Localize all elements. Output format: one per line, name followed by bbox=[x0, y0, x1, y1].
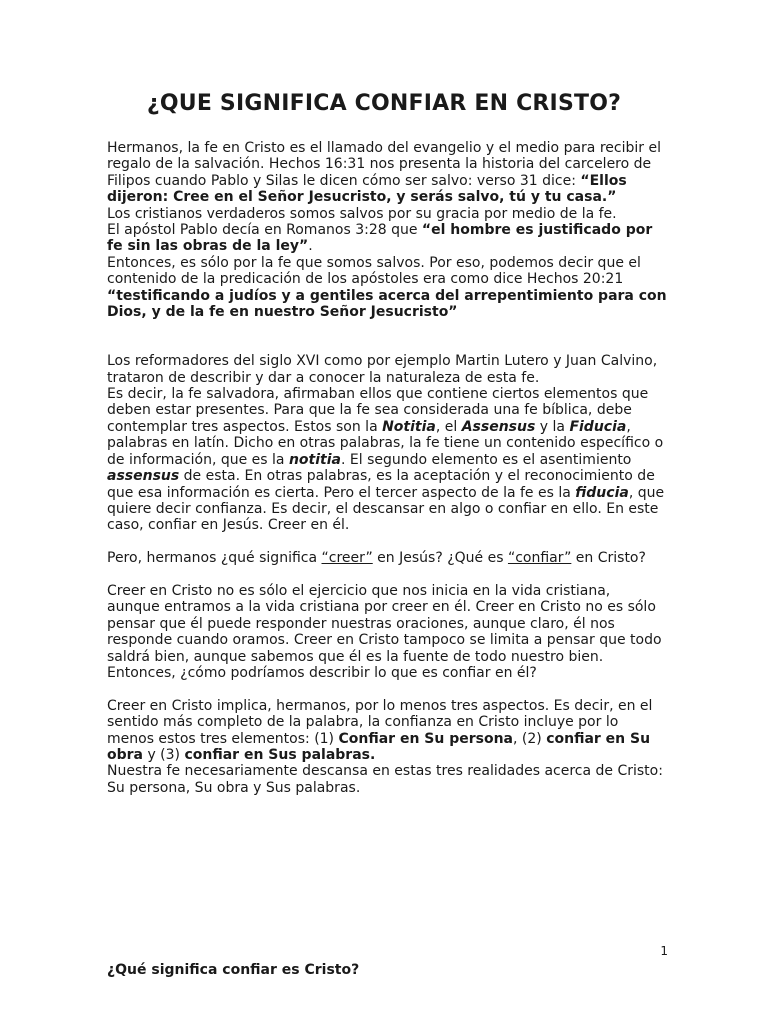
aspect-work: confiar en Su obra bbox=[107, 730, 651, 763]
acts-16-31-quote: “Ellos dijeron: Cree en el Señor Jesucristo, y serás salvo, tú y tu casa.” bbox=[107, 172, 627, 206]
question-text: en Cristo? bbox=[571, 550, 646, 567]
term-notitia: Notitia bbox=[382, 418, 436, 435]
paragraph-grace: Los cristianos verdaderos somos salvos por su gracia por medio de la fe. bbox=[107, 205, 617, 222]
question-text: Pero, hermanos ¿qué significa bbox=[107, 550, 322, 567]
paragraph-reformers: Los reformadores del siglo XVI como por ejemplo Martin Lutero y Juan Calvino, trataron de describir y dar a conocer la naturaleza de esta fe. bbox=[107, 353, 658, 386]
document-body bbox=[107, 140, 667, 796]
elements-text: de esta. En otras palabras, es la aceptación y el reconocimiento de que esa información es cierta. Pero el tercer aspecto de la fe es la bbox=[107, 468, 655, 501]
paragraph-conclusion: Nuestra fe necesariamente descansa en estas tres realidades acerca de Cristo: Su persona, Su obra y Sus palabras. bbox=[107, 763, 663, 796]
spacer bbox=[107, 534, 667, 550]
intro-text: Hermanos, la fe en Cristo es el llamado del evangelio y el medio para recibir el regalo de la salvación. Hechos 16:31 nos presenta la historia del carcelero de Filipos cuando Pablo y Silas le dicen cómo ser salvo: verso 31 dice: bbox=[107, 140, 661, 189]
acts-20-intro: Entonces, es sólo por la fe que somos salvos. Por eso, podemos decir que el contenido de la predicación de los apóstoles era como dice Hechos 20:21 bbox=[107, 254, 641, 288]
elements-text: y la bbox=[535, 418, 570, 435]
aspect-words: confiar en Sus palabras. bbox=[184, 746, 376, 763]
next-page-heading: ¿Qué significa confiar es Cristo? bbox=[107, 962, 360, 978]
elements-text: , el bbox=[435, 418, 462, 435]
elements-text: Es decir, la fe salvadora, afirmaban ellos que contiene ciertos elementos que deben estar presentes. Para que la fe sea considerada una fe bíblica, debe contemplar tres aspectos. Estos son la bbox=[107, 386, 649, 435]
paragraph-intro bbox=[107, 140, 667, 206]
elements-text: , que quiere decir confianza. Es decir, el descansar en algo o confiar en ello. En este caso, confiar en Jesús. Creer en él. bbox=[107, 484, 665, 534]
elements-text: . El segundo elemento es el asentimiento bbox=[340, 451, 632, 468]
aspect-person: Confiar en Su persona bbox=[338, 730, 513, 747]
word-confiar: “confiar” bbox=[507, 550, 572, 567]
term-fiducia: fiducia bbox=[575, 484, 629, 501]
spacer bbox=[107, 320, 667, 336]
question-text: en Jesús? ¿Qué es bbox=[372, 550, 508, 567]
term-assensus: assensus bbox=[107, 468, 180, 485]
spacer bbox=[107, 681, 667, 697]
term-fiducia: Fiducia bbox=[569, 418, 627, 435]
acts-20-21-quote: “testificando a judíos y a gentiles acerca del arrepentimiento para con Dios, y de la fe en nuestro Señor Jesucristo” bbox=[107, 287, 667, 321]
term-assensus: Assensus bbox=[461, 418, 536, 435]
word-creer: “creer” bbox=[321, 550, 373, 567]
page-title: ¿QUE SIGNIFICA CONFIAR EN CRISTO? bbox=[146, 91, 622, 116]
aspects-text: y (3) bbox=[143, 746, 185, 763]
spacer bbox=[107, 337, 667, 353]
spacer bbox=[107, 567, 667, 583]
aspects-text: Creer en Cristo implica, hermanos, por lo menos tres aspectos. Es decir, en el sentido más completo de la palabra, la confianza en Cristo incluye por lo menos estos tres elementos: (1) bbox=[107, 697, 653, 747]
romans-period: . bbox=[308, 238, 313, 255]
paragraph-acts-20 bbox=[107, 255, 667, 321]
paragraph-romans bbox=[107, 222, 667, 255]
paragraph-question bbox=[107, 550, 667, 566]
term-notitia: notitia bbox=[288, 451, 341, 468]
romans-3-28-quote: “el hombre es justificado por fe sin las obras de la ley” bbox=[107, 222, 653, 255]
page-number: 1 bbox=[660, 944, 668, 958]
aspects-text: , (2) bbox=[513, 730, 547, 747]
romans-intro: El apóstol Pablo decía en Romanos 3:28 que bbox=[107, 222, 422, 239]
paragraph-three-aspects bbox=[107, 698, 667, 764]
paragraph-elements bbox=[107, 386, 667, 534]
elements-text: , palabras en latín. Dicho en otras palabras, la fe tiene un contenido específico o de información, que es la bbox=[107, 418, 664, 468]
paragraph-believe: Creer en Cristo no es sólo el ejercicio que nos inicia en la vida cristiana, aunque entramos a la vida cristiana por creer en él. Creer en Cristo no es sólo pensar que él puede responder nuestras oraciones, aunque claro, él nos responde cuando oramos. Creer en Cristo tampoco se limita a pensar que todo saldrá bien, aunque sabemos que él es la fuente de todo nuestro bien. Entonces, ¿cómo podríamos describir lo que es confiar en él? bbox=[107, 582, 662, 681]
